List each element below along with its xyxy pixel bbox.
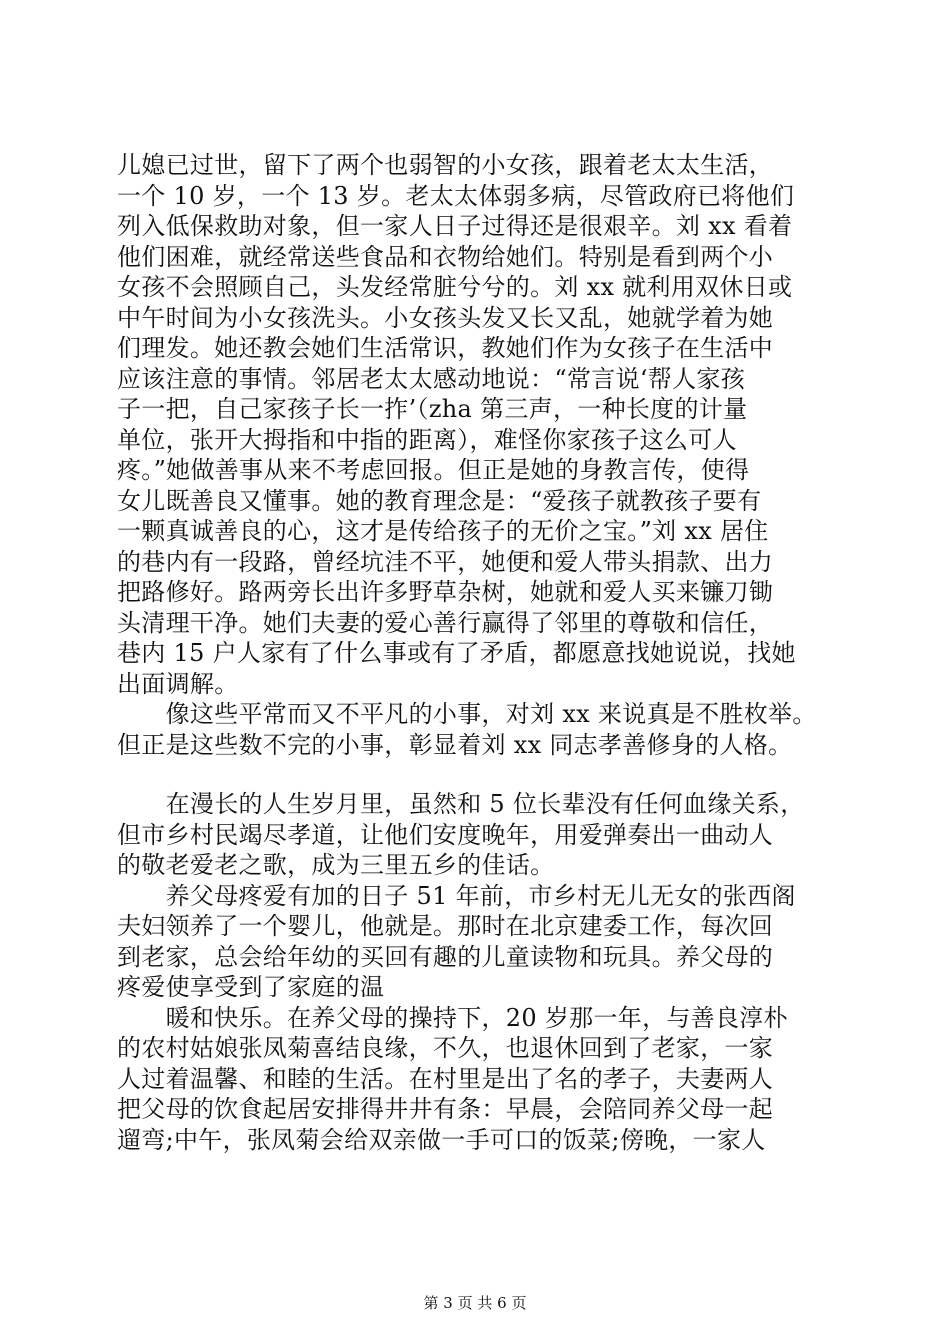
text-line: 疼爱使享受到了家庭的温 (117, 973, 385, 1001)
text-line: 一颗真诚善良的心，这才是传给孩子的无价之宝。”刘 xx 居住 (117, 517, 769, 545)
text-line: 人过着温馨、和睦的生活。在村里是出了名的孝子，夫妻两人 (117, 1064, 774, 1093)
text-line: 中午时间为小女孩洗头。小女孩头发又长又乱，她就学着为她 (117, 303, 774, 332)
text-line: 在漫长的人生岁月里，虽然和 5 位长辈没有任何血缘关系， (117, 790, 805, 818)
text-line: 女孩不会照顾自己，头发经常脏兮兮的。刘 xx 就利用双休日或 (117, 273, 793, 301)
text-line: 巷内 15 户人家有了什么事或有了矛盾，都愿意找她说说，找她 (117, 639, 796, 667)
paragraph-gap (117, 760, 837, 789)
text-line: 们理发。她还教会她们生活常识，教她们作为女孩子在生活中 (117, 334, 774, 362)
body-text (117, 150, 837, 1155)
text-line: 头清理干净。她们夫妻的爱心善行赢得了邻里的尊敬和信任， (117, 608, 774, 637)
text-line: 养父母疼爱有加的日子 51 年前，市乡村无儿无女的张西阁 (117, 881, 796, 910)
text-line: 的农村姑娘张凤菊喜结良缘，不久，也退休回到了老家，一家 (117, 1034, 774, 1062)
text-line: 的巷内有一段路，曾经坑洼不平，她便和爱人带头捐款、出力 (117, 547, 774, 576)
text-line: 列入低保救助对象，但一家人日子过得还是很艰辛。刘 xx 看着 (117, 212, 793, 240)
text-line: 儿媳已过世，留下了两个也弱智的小女孩，跟着老太太生活， (117, 151, 774, 179)
page-number: 第 3 页 共 6 页 (423, 1294, 527, 1312)
text-line: 子一把，自己家孩子长一拃’（zha 第三声，一种长度的计量 (117, 395, 748, 423)
text-line: 他们困难，就经常送些食品和衣物给她们。特别是看到两个小 (117, 242, 774, 271)
text-line: 一个 10 岁，一个 13 岁。老太太体弱多病，尽管政府已将他们 (117, 181, 795, 210)
text-line: 像这些平常而又不平凡的小事，对刘 xx 来说真是不胜枚举。 (117, 700, 817, 728)
text-line: 但正是这些数不完的小事，彰显着刘 xx 同志孝善修身的人格。 (117, 730, 793, 759)
text-line: 出面调解。 (117, 669, 239, 698)
text-line: 遛弯;中午，张凤菊会给双亲做一手可口的饭菜;傍晚，一家人 (117, 1125, 766, 1154)
text-line: 暖和快乐。在养父母的操持下，20 岁那一年，与善良淳朴 (117, 1003, 788, 1032)
text-line: 夫妇领养了一个婴儿，他就是。那时在北京建委工作，每次回 (117, 912, 774, 940)
text-line: 到老家，总会给年幼的买回有趣的儿童读物和玩具。养父母的 (117, 942, 774, 971)
text-line: 应该注意的事情。邻居老太太感动地说：“常言说‘帮人家孩 (117, 364, 745, 393)
text-line: 把父母的饮食起居安排得井井有条：早晨，会陪同养父母一起 (117, 1095, 774, 1123)
text-line: 女儿既善良又懂事。她的教育理念是：“爱孩子就教孩子要有 (117, 486, 762, 515)
text-line: 疼。”她做善事从来不考虑回报。但正是她的身教言传，使得 (117, 456, 750, 484)
text-line: 把路修好。路两旁长出许多野草杂树，她就和爱人买来镰刀锄 (117, 578, 774, 606)
text-line: 单位，张开大拇指和中指的距离），难怪你家孩子这么可人 (117, 425, 737, 454)
text-line: 但市乡村民竭尽孝道，让他们安度晚年，用爱弹奏出一曲动人 (117, 820, 774, 849)
text-line: 的敬老爱老之歌，成为三里五乡的佳话。 (117, 851, 555, 879)
